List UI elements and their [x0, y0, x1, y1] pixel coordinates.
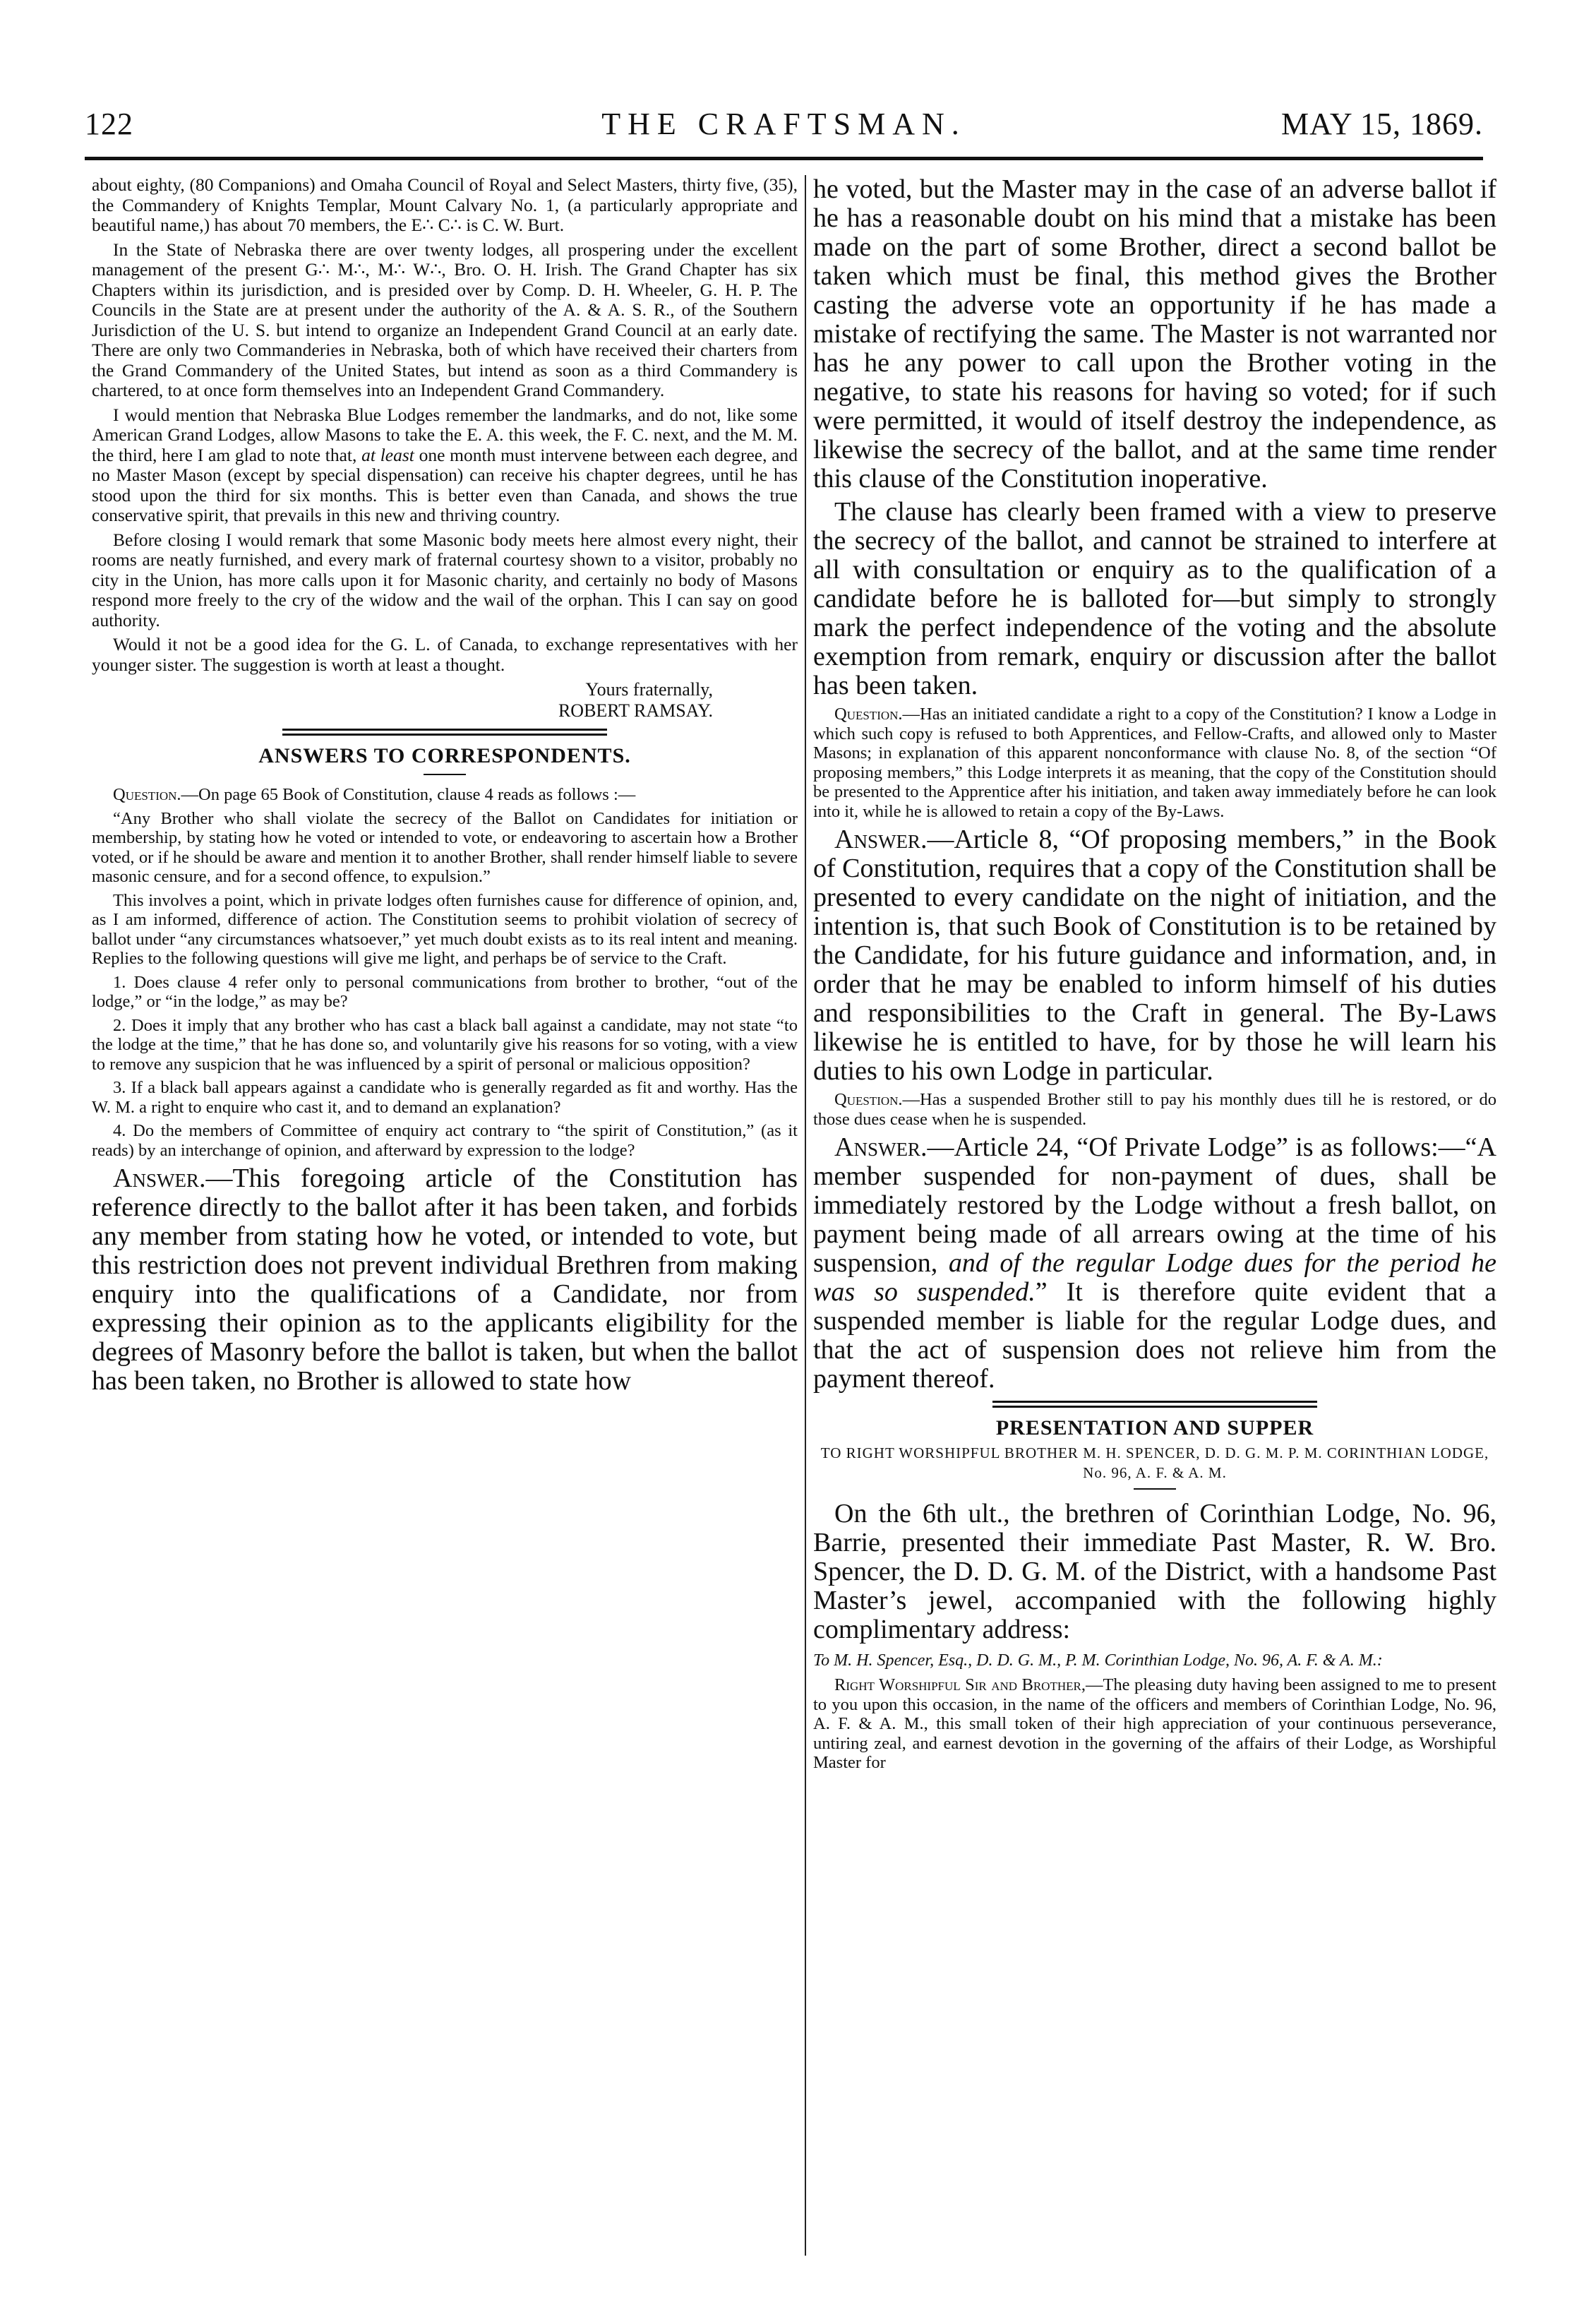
issue-date: MAY 15, 1869. [1280, 107, 1483, 141]
letter-signature: ROBERT RAMSAY. [558, 700, 713, 721]
answer-paragraph [92, 1164, 798, 1396]
numbered-question: 3. If a black ball appears against a candidate who is generally regarded as fit and worthy. Has the W. M. a right to enquire who cast it, and to demand an explanation? [92, 1078, 798, 1117]
heading-rule [424, 774, 466, 775]
answer-label: Answer. [834, 1132, 928, 1162]
left-column [92, 175, 798, 2256]
section-subheading: TO RIGHT WORSHIPFUL BROTHER M. H. SPENCER, D. D. G. M. P. M. CORINTHIAN LODGE, No. 96, A. F. & A. M. [820, 1444, 1489, 1481]
salutation: Right Worshipful Sir and Brother, [834, 1675, 1086, 1694]
letter-paragraph: Would it not be a good idea for the G. L. of Canada, to exchange representatives with her younger sister. The suggestion is worth at least a thought. [92, 634, 798, 675]
answer-text: ” It is therefore quite evident that a suspended member is liable for the regular Lodge dues, and that the act of suspension does not relieve him from the payment thereof. [813, 1277, 1496, 1394]
letter-closing: Yours fraternally, [585, 679, 713, 700]
answer-text: —This foregoing article of the Constitution has reference directly to the ballot after it has been taken, and forbids any member from stating how he voted, or intended to vote, but this restriction does not prevent individual Brethren from making enquiry into the qualifications of a Candidate, nor from expressing their opinion as to the applicants eligibility for the degrees of Masonry before the ballot is taken, but when the ballot has been taken, no Brother is allowed to state how [92, 1163, 798, 1396]
question-text: —Has a suspended Brother still to pay his monthly dues till he is restored, or do those dues cease when he is suspended. [813, 1090, 1496, 1129]
question-label: Question. [113, 785, 181, 804]
answer-continuation: he voted, but the Master may in the case of an adverse ballot if he has a reasonable doubt on his mind that a mistake has been made on the part of some Brother, direct a second ballot be taken which must be final, this method gives the Brother casting the adverse vote an opportunity if he has made a mistake of rectifying the same. The Master is not warranted nor has he any power to call upon the Brother voting in the negative, to state his reasons for having so voted; for if such were permitted, it would of itself destroy the independence, as likewise the secrecy of the ballot, and at the same time render this clause of the Constitution inoperative. [813, 175, 1496, 493]
numbered-question: 2. Does it imply that any brother who has cast a black ball against a candidate, may not state “to the lodge at the time,” that he has done so, and voluntarily give his reasons for so voting, with a view to remove any suspicion that he was influenced by a spirit of personal or malicious opposition? [92, 1015, 798, 1074]
address-heading: To M. H. Spencer, Esq., D. D. G. M., P. M. Corinthian Lodge, No. 96, A. F. & A. M.: [813, 1651, 1383, 1670]
question-paragraph [92, 785, 798, 805]
section-heading: ANSWERS TO CORRESPONDENTS. [258, 744, 631, 767]
article-paragraph: On the 6th ult., the brethren of Corinthian Lodge, No. 96, Barrie, presented their immediate Past Master, R. W. Bro. Spencer, the D. D. G. M. of the District, with a handsome Past Master’s jewel, accompanied with the following highly complimentary address: [813, 1499, 1496, 1644]
letter-paragraph: Before closing I would remark that some Masonic body meets here almost every night, their rooms are neatly furnished, and every mark of fraternal courtesy shown to a visitor, probably no city in the Union, has more calls upon it for Masonic charity, and certainly no body of Masons respond more freely to the cry of the widow and the wail of the orphan. This I can say on good authority. [92, 529, 798, 630]
answer-paragraph: The clause has clearly been framed with a view to preserve the secrecy of the ballot, and cannot be strained to interfere at all with consultation or enquiry as to the qualification of a candidate before he is balloted for—but simply to strongly mark the perfect independence of the voting and the absolute exemption from remark, enquiry or discussion after the ballot has been taken. [813, 497, 1496, 700]
answer-paragraph [813, 825, 1496, 1086]
section-divider [992, 1401, 1317, 1408]
numbered-question: 4. Do the members of Committee of enquiry act contrary to “the spirit of Constitution,” (as it reads) by an interchange of opinion, and afterward by expression to the lodge? [92, 1121, 798, 1160]
numbered-question: 1. Does clause 4 refer only to personal communications from brother to brother, “out of the lodge,” or “in the lodge,” as may be? [92, 972, 798, 1011]
page-number: 122 [85, 107, 133, 141]
section-divider [282, 729, 607, 736]
question-text: —On page 65 Book of Constitution, clause 4 reads as follows :— [181, 785, 636, 804]
letter-paragraph: about eighty, (80 Companions) and Omaha Council of Royal and Select Masters, thirty five, (35), the Commandery of Knights Templar, Mount Calvary No. 1, (a particularly appropriate and beautiful name,) has about 70 members, the E∴ C∴ is C. W. Burt. [92, 175, 798, 235]
answer-label: Answer. [834, 825, 928, 854]
text-run: one month must intervene between each degree, and no Master Mason (except by special dispensation) can receive his chapter degrees, until he has stood upon the third for six months. This is better even than Canada, and shows the true conservative spirit, that prevails in this new and thriving country. [92, 444, 798, 525]
question-label: Question. [834, 705, 903, 724]
answer-text: —Article 8, “Of proposing members,” in the Book of Constitution, requires that a copy of the Constitution shall be presented to every candidate on the night of initiation, and the intention is, that such Book of Constitution is to be retained by the Candidate, for his future guidance and information, and, in order that he may be enabled to inform himself of his duties and responsibilities to the Craft in general. The By-Laws likewise he is entitled to have, for by those he will learn his duties to his own Lodge in particular. [813, 825, 1496, 1086]
right-column [805, 175, 1496, 2256]
letter-paragraph: In the State of Nebraska there are over twenty lodges, all prospering under the excellent management of the present G∴ M∴, M∴ W∴, Bro. O. H. Irish. The Grand Chapter has six Chapters within its jurisdiction, and is presided over by Comp. D. H. Wheeler, G. H. P. The Councils in the State are at present under the authority of the A. & A. S. R., of the Southern Jurisdiction of the U. S. but intend to organize an Independent Grand Council at an early date. There are only two Commanderies in Nebraska, both of which have received their charters from the Grand Commandery of the United States, but intend as soon as a third Commandery is chartered, to at once form themselves into an Independent Grand Commandery. [92, 239, 798, 400]
answer-paragraph [813, 1133, 1496, 1394]
heading-rule [1134, 1488, 1176, 1490]
answer-text: —Article 24, “Of Private Lodge” is as follows:—“A member suspended for non-payment of dues, shall be immediately restored by the Lodge without a fresh ballot, on payment being made of all arrears owing at the time of his suspension, [813, 1132, 1496, 1278]
emphasis: and of the regular Lodge dues for the period he was so suspended. [813, 1248, 1496, 1307]
address-paragraph [813, 1675, 1496, 1773]
quoted-clause: “Any Brother who shall violate the secrecy of the Ballot on Candidates for initiation or membership, by stating how he voted or intended to vote, or endeavoring to ascertain how a Brother voted, or if he should be aware and mention it to another Brother, shall render himself liable to severe masonic censure, and for a second offence, to expulsion.” [92, 808, 798, 886]
section-heading: PRESENTATION AND SUPPER [995, 1416, 1314, 1440]
question-paragraph [813, 705, 1496, 821]
journal-title: THE CRAFTSMAN. [601, 107, 966, 141]
letter-paragraph [92, 405, 798, 526]
text-run: I would mention that Nebraska Blue Lodges remember the landmarks, and do not, like some American Grand Lodges, allow Masons to take the E. A. this week, the F. C. next, and the M. M. the third, here I am glad to note that, [92, 404, 798, 465]
question-paragraph [813, 1090, 1496, 1129]
emphasis: at least [361, 444, 414, 465]
header-rule [85, 157, 1483, 160]
address-text: —The pleasing duty having been assigned to me to present to you upon this occasion, in the name of the officers and members of Corinthian Lodge, No. 96, A. F. & A. M., this small token of their high appreciation of your continuous perseverance, untiring zeal, and earnest devotion in the governing of the affairs of their Lodge, as Worshipful Master for [813, 1675, 1496, 1772]
running-head [85, 106, 1483, 155]
question-paragraph: This involves a point, which in private lodges often furnishes cause for difference of opinion, and, as I am informed, difference of action. The Constitution seems to prohibit violation of secrecy of ballot under “any circumstances whatsoever,” yet much doubt exists as to its real intent and meaning. Replies to the following questions will give me light, and perhaps be of service to the Craft. [92, 890, 798, 968]
question-label: Question. [834, 1090, 903, 1109]
question-text: —Has an initiated candidate a right to a copy of the Constitution? I know a Lodge in which such copy is refused to both Apprentices, and Fellow-Crafts, and allowed only to Master Masons; in explanation of this apparent nonconformance with clause No. 8, of the section “Of proposing members,” this Lodge interprets it as meaning, that the copy of the Constitution should be presented to the Apprentice after his initiation, and taken away immediately before he can look into it, while he is allowed to retain a copy of the By-Laws. [813, 705, 1496, 821]
answer-label: Answer. [113, 1163, 206, 1193]
